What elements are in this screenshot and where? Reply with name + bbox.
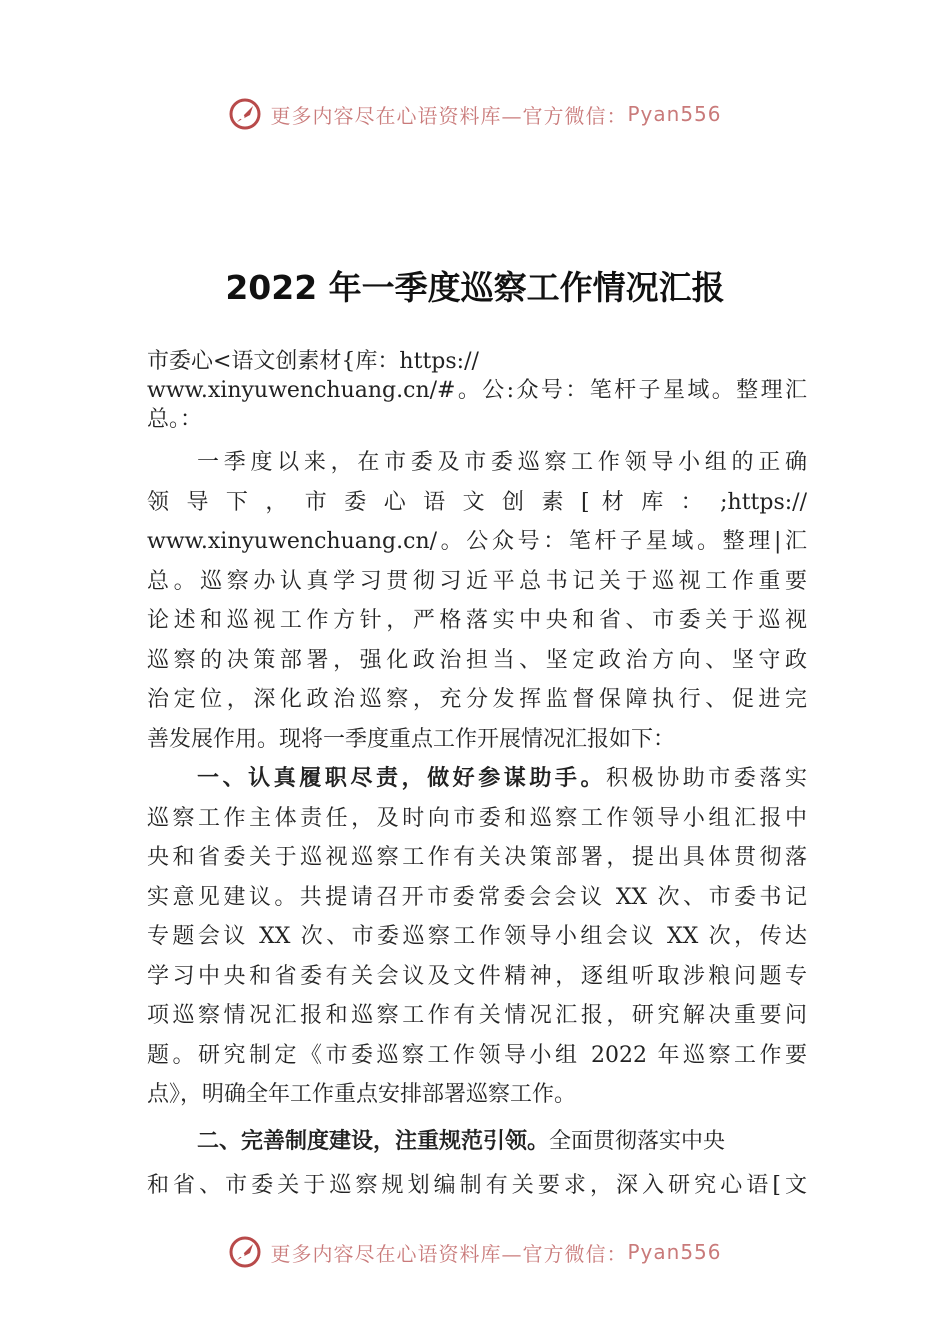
text-line: 题。研究制定《市委巡察工作领导小组 2022 年巡察工作要 bbox=[147, 1042, 807, 1068]
quill-seal-icon bbox=[228, 1235, 262, 1269]
section-heading: 二、完善制度建设，注重规范引领。 bbox=[197, 1129, 550, 1154]
text-line: 实意见建议。共提请召开市委常委会会议 XX 次、市委书记 bbox=[147, 884, 807, 910]
text-line: 项巡察情况汇报和巡察工作有关情况汇报，研究解决重要问 bbox=[147, 1003, 807, 1028]
text-line: 领 导 下 ， 市 委 心 语 文 创 素 [ 材 库 ： ;https:// bbox=[147, 489, 807, 515]
text-line: 和省、市委关于巡察规划编制有关要求，深入研究心语[文 bbox=[147, 1172, 807, 1198]
text-line bbox=[147, 1122, 807, 1162]
source-line: www.xinyuwenchuang.cn/#。公:众号：笔杆子星域。整理汇 bbox=[147, 378, 807, 403]
paragraph-intro bbox=[147, 443, 807, 759]
header-banner bbox=[0, 94, 950, 134]
text-line: 善发展作用。现将一季度重点工作开展情况汇报如下： bbox=[147, 726, 676, 752]
text-line: 巡察的决策部署，强化政治担当、坚定政治方向、坚守政 bbox=[147, 647, 807, 673]
text-line: 巡察工作主体责任，及时向市委和巡察工作领导小组汇报中 bbox=[147, 805, 807, 831]
text-span: 积极协助市委落实 bbox=[606, 766, 807, 791]
document-title: 2022 年一季度巡察工作情况汇报 bbox=[225, 268, 725, 307]
source-line: 市委心<语文创素材{库：https:// bbox=[147, 349, 479, 374]
text-line: 总。巡察办认真学习贯彻习近平总书记关于巡视工作重要 bbox=[147, 568, 807, 594]
text-line: 学习中央和省委有关会议及文件精神，逐组听取涉粮问题专 bbox=[147, 963, 807, 989]
text-line: 点》，明确全年工作重点安排部署巡察工作。 bbox=[147, 1082, 577, 1107]
paragraph-section-1 bbox=[147, 759, 807, 1115]
text-line: 论述和巡视工作方针，严格落实中央和省、市委关于巡视 bbox=[147, 608, 807, 633]
text-line: 央和省委关于巡视巡察工作有关决策部署，提出具体贯彻落 bbox=[147, 845, 807, 870]
text-span: 全面贯彻落实中央 bbox=[549, 1129, 726, 1154]
text-line: 治定位，深化政治巡察，充分发挥监督保障执行、促进完 bbox=[147, 687, 807, 712]
text-line: 一季度以来，在市委及市委巡察工作领导小组的正确 bbox=[197, 450, 807, 475]
source-note bbox=[147, 347, 807, 434]
source-line: 总。： bbox=[147, 407, 203, 432]
paragraph-section-2 bbox=[147, 1122, 807, 1205]
quill-seal-icon bbox=[228, 97, 262, 131]
banner-wechat-id: Pyan556 bbox=[627, 102, 722, 126]
banner-wechat-id: Pyan556 bbox=[627, 1240, 722, 1264]
banner-text: 更多内容尽在心语资料库—官方微信： bbox=[270, 1241, 628, 1266]
section-heading: 一、认真履职尽责，做好参谋助手。 bbox=[197, 766, 607, 791]
footer-banner bbox=[0, 1232, 950, 1272]
banner-text: 更多内容尽在心语资料库—官方微信： bbox=[270, 103, 628, 128]
text-line: 专题会议 XX 次、市委巡察工作领导小组会议 XX 次，传达 bbox=[147, 924, 807, 949]
text-line bbox=[147, 759, 807, 799]
text-line: www.xinyuwenchuang.cn/。公众号：笔杆子星域。整理|汇 bbox=[147, 529, 807, 554]
